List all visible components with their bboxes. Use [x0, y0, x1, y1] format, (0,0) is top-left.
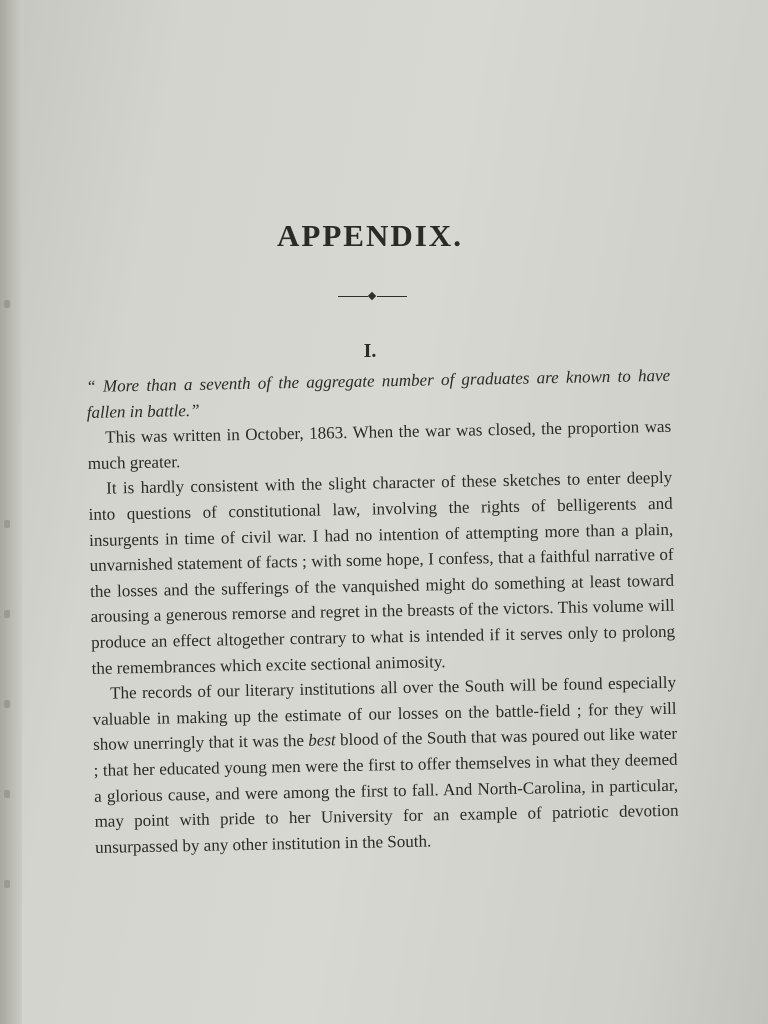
- paragraph-1: This was written in October, 1863. When the war was closed, the proportion was much greater.: [87, 416, 672, 473]
- emphasis-best: best: [308, 730, 336, 751]
- gutter-mark: [4, 700, 10, 708]
- paragraph-3-end: blood of the South that was poured out like water ; that her educated young men were the first to offer themselves in what they deemed a glorious cause, and were among the first to fall. And North-Carolina, in particular, may point with pride to her University for an example of patriotic devotion unsurpassed by any other institution in the South.: [93, 724, 679, 857]
- paragraph-3: [92, 670, 679, 860]
- gutter-mark: [4, 520, 10, 528]
- body-text: [86, 363, 679, 860]
- paragraph-3-start: The records of our literary institutions all over the South will be found especially valuable in making up the estimate of our losses on the battle-field ; for they will show unerringly that it was the: [92, 672, 677, 755]
- gutter-mark: [4, 880, 10, 888]
- section-number: I.: [363, 340, 377, 362]
- ornament-divider: [338, 295, 408, 299]
- gutter-mark: [4, 610, 10, 618]
- paragraph-2: It is hardly consistent with the slight character of these sketches to enter deeply into questions of constitutional law, involving the rights of belligerents and insurgents in time of civil war. I had no intention of attempting more than a plain, unvarnished statement of facts ; with some hope, I confess, that a faithful narrative of the losses and the sufferings of the vanquished might do something at least toward arousing a generous remorse and regret in the breasts of the victors. This volume will produce an effect altogether contrary to what is intended if it serves only to prolong the remembrances which excite sectional animosity.: [88, 468, 676, 678]
- page-gutter: [0, 0, 22, 1024]
- epigraph-quote: “ More than a seventh of the aggregate number of graduates are known to have fallen in battle.”: [86, 365, 671, 422]
- page-title: APPENDIX.: [277, 218, 463, 253]
- gutter-mark: [4, 790, 10, 798]
- gutter-mark: [4, 300, 10, 308]
- diamond-icon: [368, 292, 376, 300]
